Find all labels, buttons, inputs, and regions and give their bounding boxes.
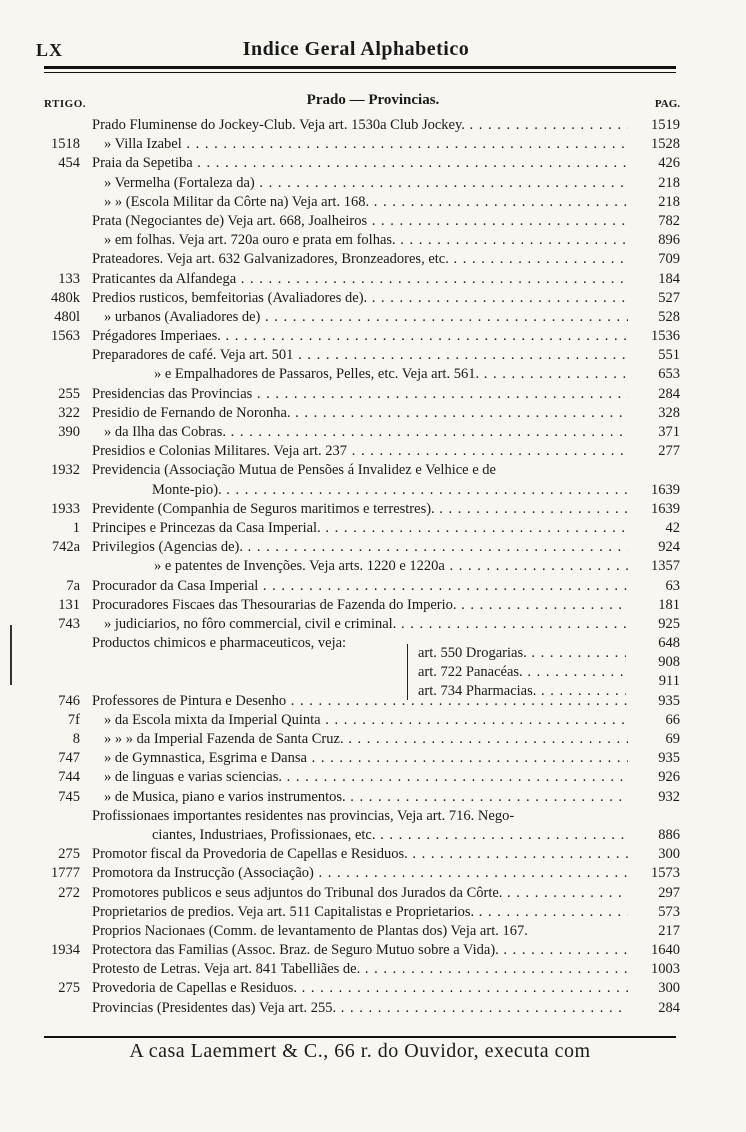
page-ref: 42 [665,519,680,536]
entry-text: Preparadores de café. Veja art. 501 . . . [92,346,628,365]
index-row [0,327,746,346]
entry-text: » » (Escola Militar da Côrte na) Veja art. 168. . . . [104,193,628,212]
index-row [0,826,746,845]
index-row [0,903,746,922]
art-number: 133 [58,270,80,287]
footer-rule [44,1036,676,1038]
entry-text: Prado Fluminense do Jockey-Club. Veja art. 1530a Club Jockey. . . . [92,116,628,135]
index-row [0,807,746,826]
header-rule-thin [44,72,676,73]
entry-text: Provincias (Presidentes das) Veja art. 255. . . . [92,999,628,1018]
page-ref: 297 [658,884,680,901]
entry-text: Promotora da Instrucção (Associação) . . . [92,864,628,883]
sub-reference [0,682,746,701]
entry-text: Prateadores. Veja art. 632 Galvanizadores, Bronzeadores, etc. . . . [92,250,628,269]
page-ref: 932 [658,788,680,805]
footer-advert: A casa Laemmert & C., 66 r. do Ouvidor, executa com [129,1040,591,1062]
index-row [0,557,746,576]
page-ref: 277 [658,443,680,460]
sub-reference [0,663,746,682]
index-row [0,193,746,212]
entry-text: Previdencia (Associação Mutua de Pensões á Invalidez e Velhice e de [92,462,496,479]
page-ref: 284 [658,999,680,1016]
index-row [0,385,746,404]
index-row [0,922,746,941]
index-row [0,999,746,1018]
index-row [0,231,746,250]
entry-text: » Vermelha (Fortaleza da) . . . [104,174,628,193]
index-row [0,500,746,519]
art-number: 131 [58,596,80,613]
index-row [0,768,746,787]
page-ref: 1357 [651,558,680,575]
art-number: 480l [54,308,80,325]
entry-text: Provedoria de Capellas e Residuos. . . . [92,979,628,998]
page-ref: 528 [658,308,680,325]
header-rule [44,66,676,69]
page-ref: 218 [658,193,680,210]
page-ref: 911 [658,673,680,690]
art-number: 390 [58,424,80,440]
art-number: 275 [58,980,80,997]
entry-text: » Villa Izabel . . . [104,135,628,154]
index-row [0,538,746,557]
page-ref: 908 [658,654,680,671]
art-number: 255 [58,385,80,402]
entry-text: » da Escola mixta da Imperial Quinta . . . [104,711,628,730]
index-row [0,481,746,500]
entry-text: » e patentes de Invenções. Veja arts. 1220 e 1220a . . . [154,557,628,576]
index-row [0,941,746,960]
entry-text: Presidio de Fernando de Noronha. . . . [92,404,628,423]
art-number: 275 [58,846,80,863]
index-row [0,365,746,384]
page-title: Indice Geral Alphabetico [242,38,470,60]
page-ref: 925 [658,615,680,632]
index-row [0,519,746,538]
page-ref: 573 [658,903,680,920]
entry-text: ciantes, Industriaes, Profissionaes, etc. . . . [152,826,628,845]
index-row [0,730,746,749]
page-ref: 66 [665,711,680,728]
index-row [0,423,746,442]
art-number: 1934 [51,942,80,959]
index-row [0,845,746,864]
page-header [36,36,676,66]
page-ref: 1519 [651,117,680,133]
entry-text: Procuradores Fiscaes das Thesourarias de Fazenda do Imperio. . . . [92,596,628,615]
page-ref: 935 [658,692,680,709]
entry-text: Promotores publicos e seus adjuntos do Tribunal dos Jurados da Côrte. . . . [92,884,628,903]
index-row [0,788,746,807]
page-ref: 184 [658,270,680,287]
art-number: 746 [58,692,80,709]
entry-text: Previdente (Companhia de Seguros maritimos e terrestres). . . . [92,500,628,519]
entry-text: Promotor fiscal da Provedoria de Capellas e Residuos. . . . [92,845,628,864]
entry-text: » de Gymnastica, Esgrima e Dansa . . . [104,749,628,768]
index-row [0,212,746,231]
index-row [0,596,746,615]
page-ref: 653 [658,366,680,383]
art-number: 7a [66,577,80,594]
page-ref: 935 [658,750,680,767]
art-number: 747 [58,750,80,767]
entry-text: » em folhas. Veja art. 720a ouro e prata em folhas. . . . [104,231,628,250]
page-ref: 1536 [651,328,680,345]
page-ref: 1003 [651,961,680,978]
entry-text: » judiciarios, no fôro commercial, civil e criminal. . . . [104,615,628,634]
entry-text: Monte-pio). . . . [152,481,628,500]
page-ref: 709 [658,251,680,268]
page-ref: 551 [658,347,680,364]
entry-text: Protectora das Familias (Assoc. Braz. de Seguro Mutuo sobre a Vida). . . . [92,941,628,960]
page-ref: 426 [658,155,680,172]
entry-text: Procurador da Casa Imperial . . . [92,577,628,596]
page-ref: 1639 [651,500,680,517]
entry-text: Prata (Negociantes de) Veja art. 668, Joalheiros . . . [92,212,628,231]
entry-text: Professores de Pintura e Desenho . . . [92,692,628,711]
index-row [0,461,746,480]
index-row [0,960,746,979]
art-number: 1518 [51,136,80,153]
page-ref: 1573 [651,865,680,882]
art-number: 322 [58,404,80,421]
entry-text: Protesto de Letras. Veja art. 841 Tabelliães de. . . . [92,960,628,979]
col-pag-label: PAG. [654,98,680,110]
index-entries [0,116,746,1018]
art-number: 480k [51,289,80,306]
page-ref: 924 [658,539,680,556]
sub-reference [0,644,746,663]
page-ref: 218 [658,174,680,191]
page-ref: 284 [658,385,680,402]
page-ref: 300 [658,980,680,997]
page-ref: 926 [658,769,680,786]
page-ref: 328 [658,404,680,421]
art-number: 8 [72,731,80,747]
entry-text: Profissionaes importantes residentes nas provincias, Veja art. 716. Nego- [92,807,515,824]
page-ref: 217 [658,922,680,939]
entry-text: Proprietarios de predios. Veja art. 511 Capitalistas e Proprietarios. . . . [92,903,628,922]
index-row [0,404,746,423]
index-row [0,615,746,634]
entry-text: Presidencias das Provincias . . . [92,385,628,404]
page-ref: 782 [658,212,680,229]
entry-text: Productos chimicos e pharmaceuticos, veja: [92,635,347,652]
page-ref: 1639 [651,481,680,498]
page-ref: 300 [658,846,680,863]
art-number: 744 [58,769,80,786]
entry-text: Privilegios (Agencias de). . . . [92,538,628,557]
entry-text: Praticantes da Alfandega . . . [92,270,628,289]
page-ref: 371 [658,424,680,440]
entry-text: » urbanos (Avaliadores de) . . . [104,308,628,327]
entry-text: Proprios Nacionaes (Comm. de levantamento de Plantas dos) Veja art. 167. [92,922,528,939]
art-number: 1 [72,519,80,536]
page-ref: 896 [658,232,680,249]
page-ref: 181 [658,596,680,613]
index-row [0,250,746,269]
art-number: 272 [58,884,80,901]
art-number: 1563 [51,328,80,345]
index-row [0,308,746,327]
index-row [0,116,746,135]
entry-text: Principes e Princezas da Casa Imperial. . . . [92,519,628,538]
page-ref: 1640 [651,942,680,959]
section-title: Prado — Provincias. [306,92,440,108]
sub-ref-text: art. 550 Drogarias. . . . [418,644,626,663]
page-number: LX [36,40,64,60]
page-ref: 886 [658,826,680,843]
entry-text: » de linguas e varias sciencias. . . . [104,768,628,787]
art-number: 1932 [51,462,80,479]
page-ref: 527 [658,289,680,306]
col-artigo-label: RTIGO. [44,98,87,110]
index-row [0,884,746,903]
entry-text: » » » da Imperial Fazenda de Santa Cruz. . . . [104,730,628,749]
entry-text: » e Empalhadores de Passaros, Pelles, etc. Veja art. 561. . . . [154,365,628,384]
art-number: 743 [58,615,80,632]
page-ref: 63 [665,577,680,594]
index-row [0,711,746,730]
art-number: 742a [51,539,80,556]
index-row [0,577,746,596]
art-number: 1777 [51,865,80,882]
entry-text: Prégadores Imperiaes. . . . [92,327,628,346]
index-row [0,864,746,883]
entry-text: » da Ilha das Cobras. . . . [104,423,628,442]
sub-ref-text: art. 734 Pharmacias. . . . [418,682,626,701]
index-row [0,289,746,308]
index-row [0,749,746,768]
entry-text: » de Musica, piano e varios instrumentos. . . . [104,788,628,807]
index-row [0,270,746,289]
entry-text: Praia da Sepetiba . . . [92,154,628,173]
column-headers [0,92,746,114]
art-number: 745 [58,788,80,805]
art-number: 1933 [51,500,80,517]
index-row [0,135,746,154]
index-row [0,346,746,365]
entry-text: Predios rusticos, bemfeitorias (Avaliadores de). . . . [92,289,628,308]
art-number: 454 [58,155,80,172]
entry-text: Presidios e Colonias Militares. Veja art. 237 . . . [92,442,628,461]
page-ref: 648 [658,635,680,652]
art-number: 7f [67,711,80,728]
index-row [0,979,746,998]
index-row [0,442,746,461]
index-row [0,154,746,173]
index-row [0,174,746,193]
page-ref: 1528 [651,136,680,153]
sub-ref-text: art. 722 Panacéas. . . . [418,663,626,682]
page-ref: 69 [665,731,680,747]
